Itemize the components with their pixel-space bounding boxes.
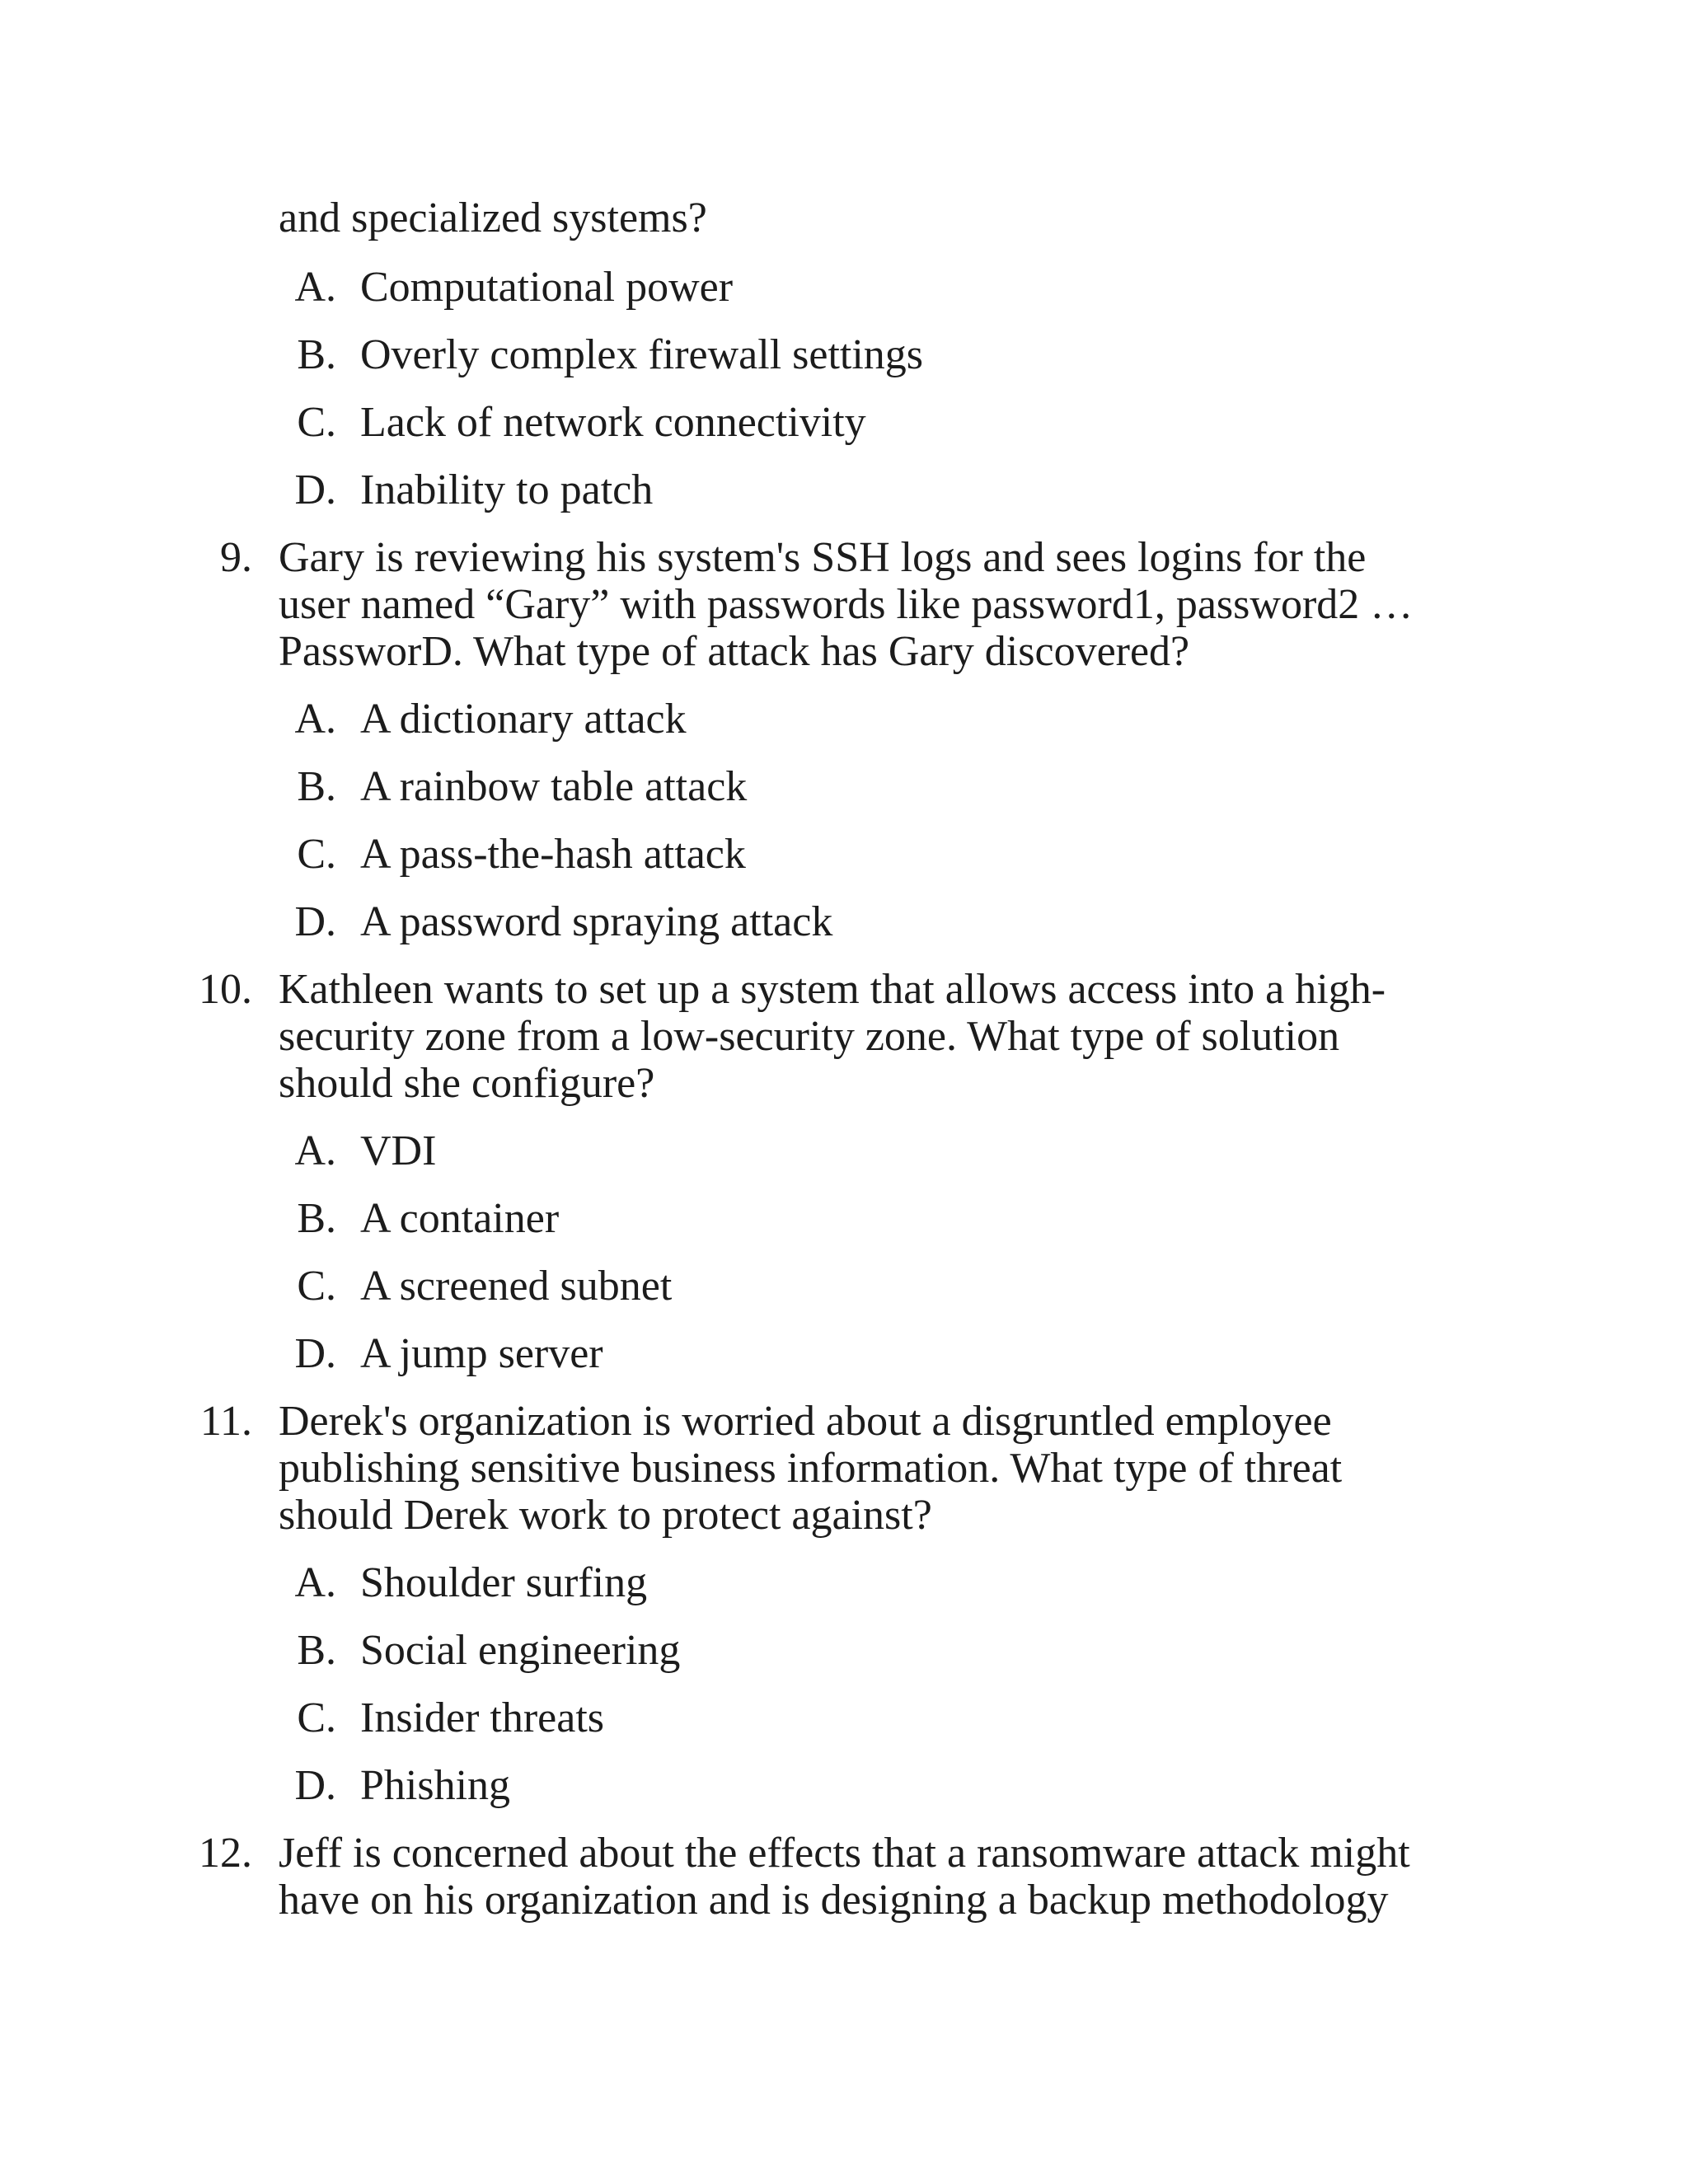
- question-number: 11.: [199, 1398, 252, 1445]
- question-number: 9.: [220, 534, 252, 581]
- question-text-line: PassworD. What type of attack has Gary discovered?: [279, 628, 1190, 675]
- option-text: VDI: [360, 1127, 437, 1174]
- option-text: A screened subnet: [360, 1263, 673, 1310]
- option-letter: D.: [294, 1762, 336, 1809]
- option-letter: C.: [297, 1694, 336, 1741]
- question-text-line: Jeff is concerned about the effects that a ransomware attack might: [279, 1830, 1410, 1877]
- option-letter: B.: [297, 331, 336, 378]
- option-letter: A.: [294, 1127, 336, 1174]
- option-letter: A.: [294, 1559, 336, 1606]
- option-text: Social engineering: [360, 1627, 681, 1674]
- question-text-line: publishing sensitive business information. What type of threat: [279, 1445, 1343, 1492]
- question-text-line: Kathleen wants to set up a system that allows access into a high-: [279, 966, 1386, 1013]
- question-text-line: Gary is reviewing his system's SSH logs and sees logins for the: [279, 534, 1367, 581]
- question-text-line: have on his organization and is designing a backup methodology: [279, 1877, 1389, 1924]
- option-text: A password spraying attack: [360, 898, 833, 945]
- option-letter: B.: [297, 763, 336, 810]
- question-number: 12.: [199, 1830, 252, 1877]
- option-text: Phishing: [360, 1762, 511, 1809]
- option-text: A rainbow table attack: [360, 763, 748, 810]
- option-letter: C.: [297, 831, 336, 878]
- question-text-line: Derek's organization is worried about a disgruntled employee: [279, 1398, 1332, 1445]
- option-letter: A.: [294, 264, 336, 311]
- option-text: A container: [360, 1195, 560, 1242]
- option-letter: B.: [297, 1195, 336, 1242]
- option-text: Overly complex firewall settings: [360, 331, 924, 378]
- option-text: Lack of network connectivity: [360, 399, 866, 446]
- option-text: A dictionary attack: [360, 696, 687, 743]
- option-letter: C.: [297, 1263, 336, 1310]
- option-text: Insider threats: [360, 1694, 605, 1741]
- option-text: Computational power: [360, 264, 734, 311]
- option-letter: C.: [297, 399, 336, 446]
- option-letter: D.: [294, 898, 336, 945]
- option-text: A pass-the-hash attack: [360, 831, 746, 878]
- question-text-line: should Derek work to protect against?: [279, 1492, 932, 1539]
- option-text: Shoulder surfing: [360, 1559, 648, 1606]
- option-letter: A.: [294, 696, 336, 743]
- question-text-line: should she configure?: [279, 1060, 655, 1107]
- question-text-line: security zone from a low-security zone. What type of solution: [279, 1013, 1340, 1060]
- option-letter: B.: [297, 1627, 336, 1674]
- question-text-line: user named “Gary” with passwords like password1, password2 …: [279, 581, 1414, 628]
- option-letter: D.: [294, 1330, 336, 1377]
- question-8-continuation-text: and specialized systems?: [279, 194, 707, 241]
- option-letter: D.: [294, 466, 336, 513]
- option-text: Inability to patch: [360, 466, 654, 513]
- option-text: A jump server: [360, 1330, 603, 1377]
- question-number: 10.: [199, 966, 252, 1013]
